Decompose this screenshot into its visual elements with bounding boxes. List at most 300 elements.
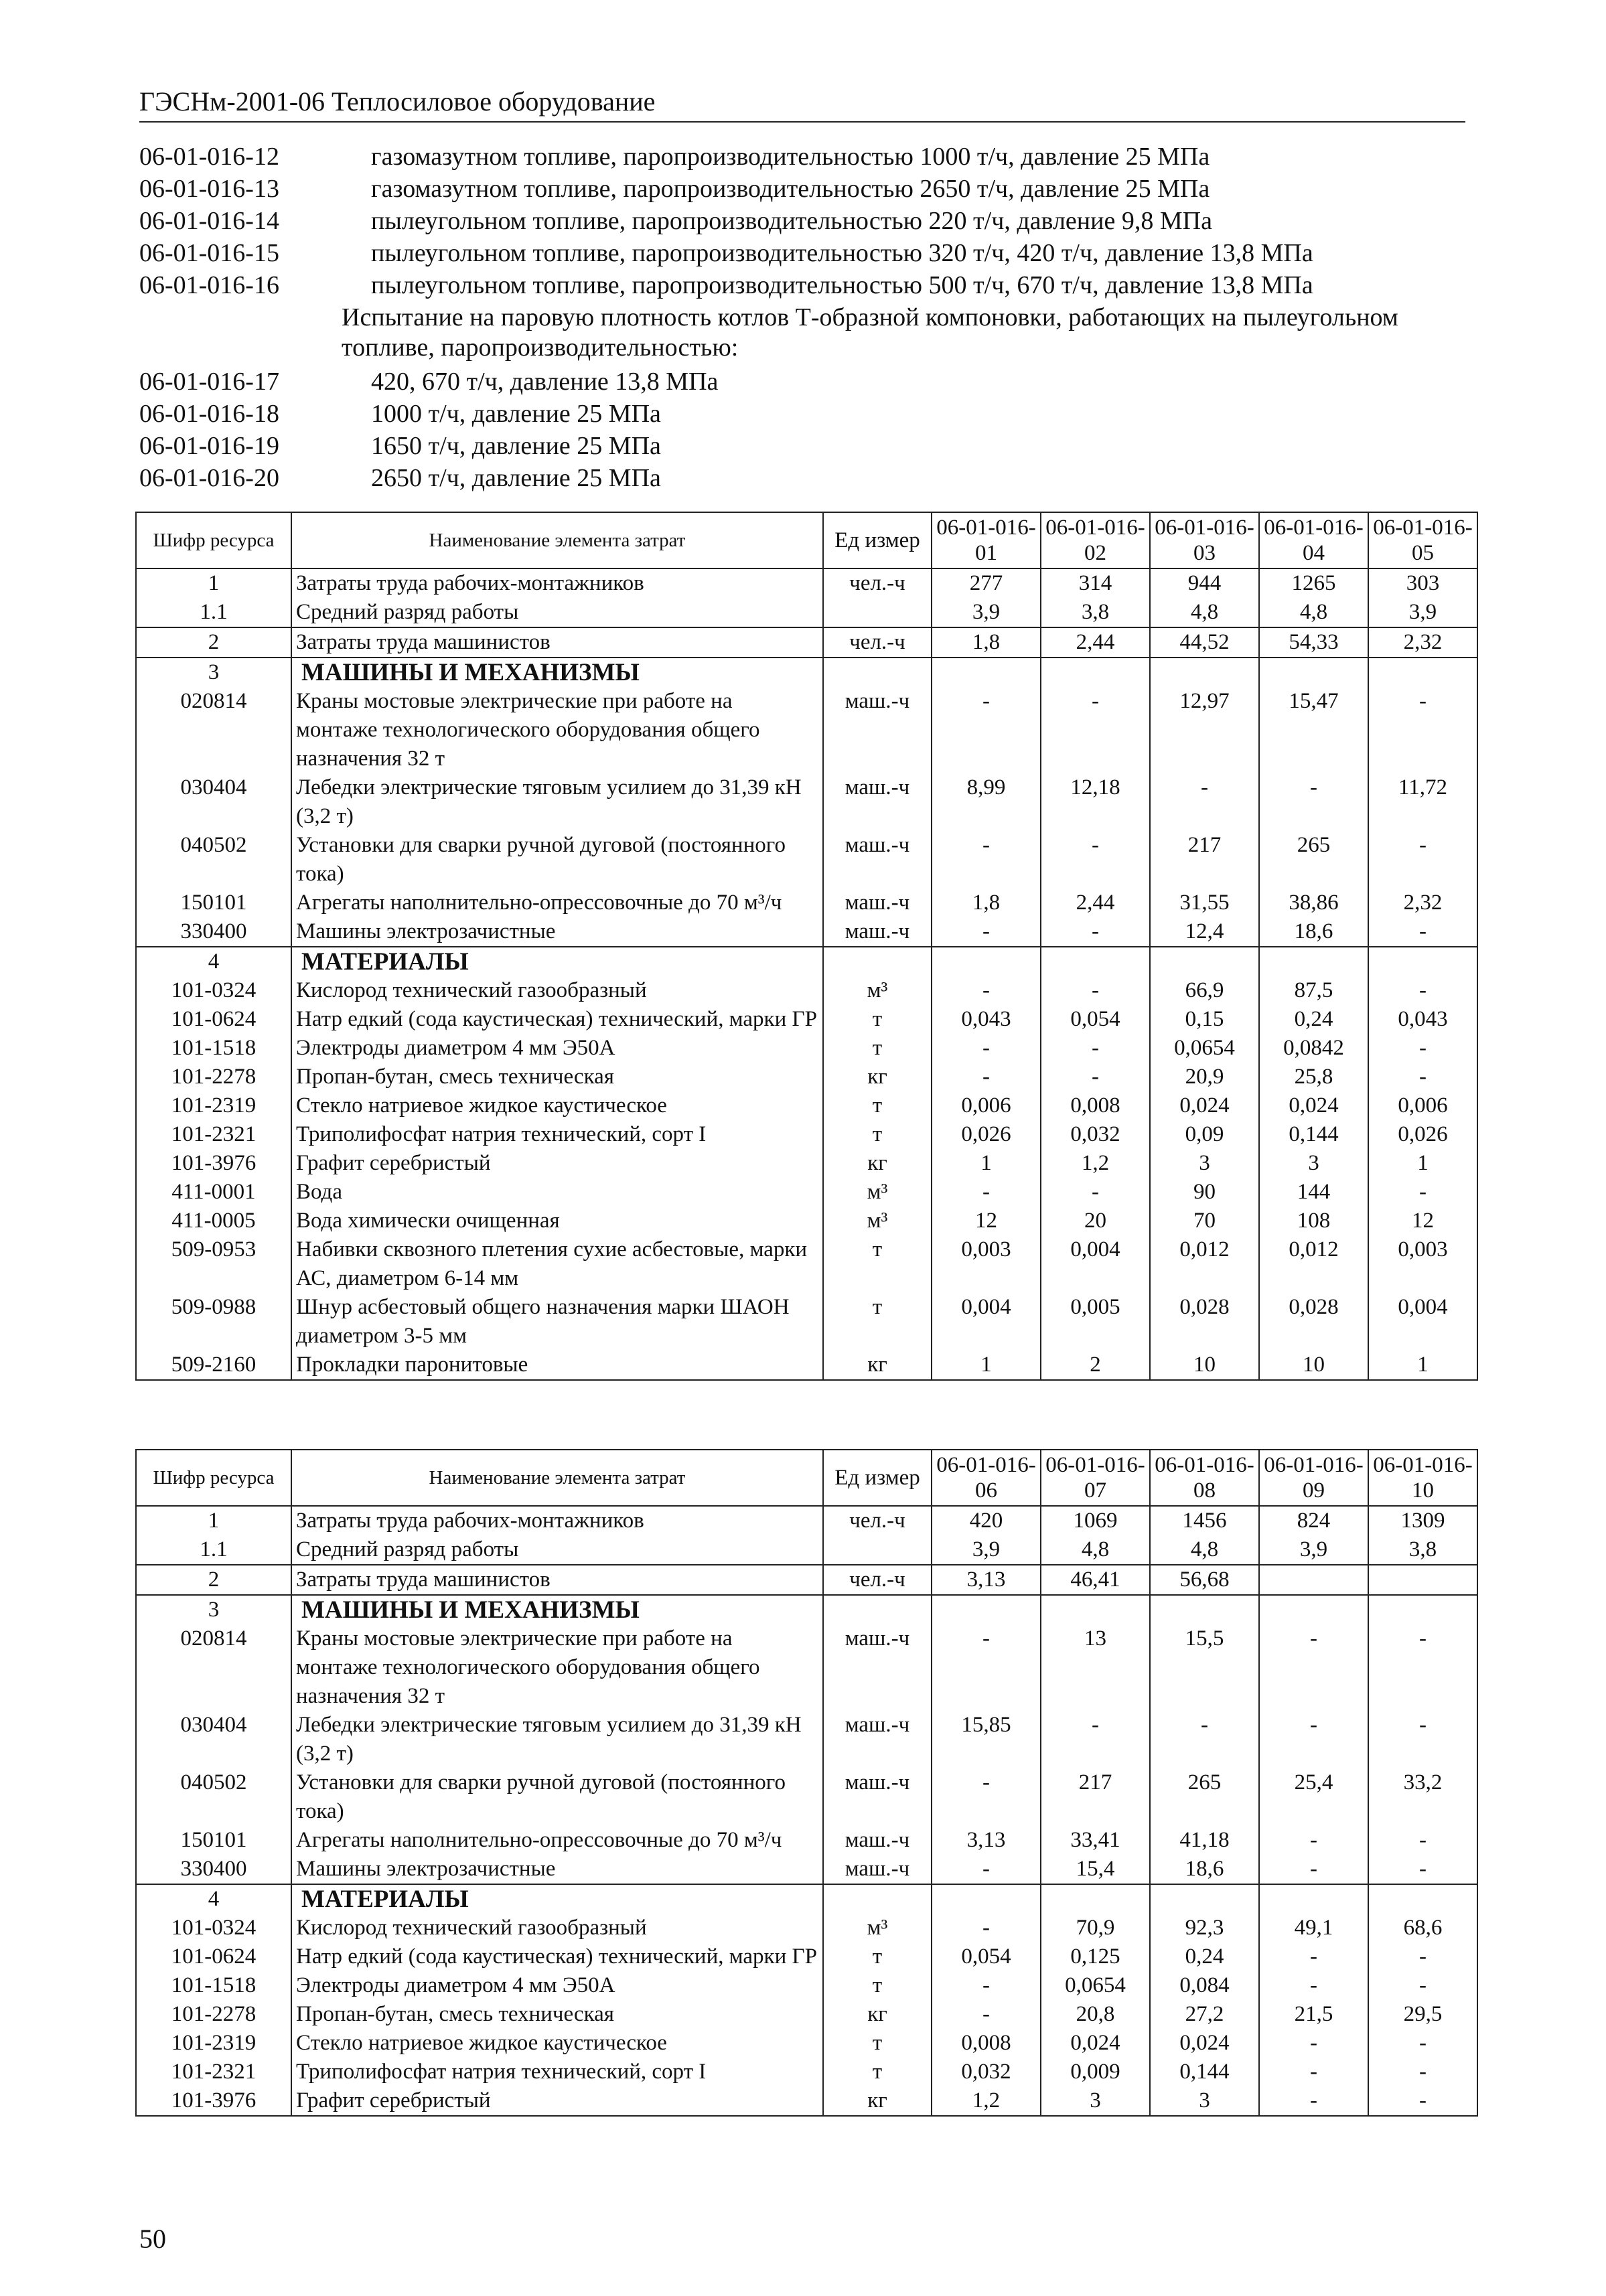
value-cell: 31,55 — [1150, 889, 1259, 917]
value-cell: - — [932, 1855, 1041, 1884]
value-cell: - — [1368, 1063, 1477, 1091]
value-cell: 3 — [1150, 2086, 1259, 2116]
value-cell: 3 — [1041, 2086, 1150, 2116]
value-cell: 1,2 — [1041, 1149, 1150, 1178]
value-cell: 90 — [1150, 1178, 1259, 1207]
resource-code: 3 — [136, 658, 291, 687]
value-cell: - — [932, 976, 1041, 1005]
value-cell — [1259, 1595, 1368, 1624]
table-row — [136, 1034, 1477, 1063]
table-row — [136, 598, 1477, 627]
value-cell: - — [1368, 1855, 1477, 1884]
value-cell: - — [932, 1178, 1041, 1207]
cost-item-name: Электроды диаметром 4 мм Э50А — [291, 1034, 823, 1063]
value-cell: 0,009 — [1041, 2058, 1150, 2086]
resource-code: 4 — [136, 1884, 291, 1914]
unit-cell: чел.-ч — [823, 1506, 932, 1535]
cost-item-name: Вода — [291, 1178, 823, 1207]
resource-code: 150101 — [136, 889, 291, 917]
table-row — [136, 773, 1477, 831]
value-cell — [1259, 658, 1368, 687]
cost-item-name: Графит серебристый — [291, 2086, 823, 2116]
cost-item-name: Стекло натриевое жидкое каустическое — [291, 2029, 823, 2058]
value-cell: - — [1368, 1711, 1477, 1768]
unit-cell: т — [823, 1293, 932, 1351]
value-cell: 3 — [1259, 1149, 1368, 1178]
value-cell: 54,33 — [1259, 627, 1368, 658]
value-cell: 0,24 — [1259, 1005, 1368, 1034]
value-cell: - — [1259, 2029, 1368, 2058]
value-cell: 92,3 — [1150, 1914, 1259, 1942]
value-cell: - — [1041, 1063, 1150, 1091]
unit-cell: маш.-ч — [823, 1855, 932, 1884]
resource-code: 4 — [136, 947, 291, 976]
table-row — [136, 1711, 1477, 1768]
value-cell — [1368, 947, 1477, 976]
value-cell: 3,9 — [1368, 598, 1477, 627]
value-cell: 265 — [1150, 1768, 1259, 1826]
cost-item-name: Агрегаты наполнительно-опрессовочные до 70 м³/ч — [291, 889, 823, 917]
cost-item-name: Установки для сварки ручной дуговой (постоянного тока) — [291, 1768, 823, 1826]
item-description: пылеугольном топливе, паропроизводительностью 500 т/ч, 670 т/ч, давление 13,8 МПа — [371, 271, 1313, 299]
value-cell: 0,006 — [1368, 1091, 1477, 1120]
value-cell: - — [1041, 1711, 1150, 1768]
table-row — [136, 1768, 1477, 1826]
item-description: газомазутном топливе, паропроизводительностью 2650 т/ч, давление 25 МПа — [371, 175, 1210, 203]
value-cell: 12,4 — [1150, 917, 1259, 947]
table-row — [136, 1506, 1477, 1535]
value-cell: - — [932, 1624, 1041, 1711]
resource-code: 1.1 — [136, 1535, 291, 1565]
value-cell — [1368, 658, 1477, 687]
value-cell: 0,054 — [932, 1942, 1041, 1971]
value-cell: 1,8 — [932, 627, 1041, 658]
value-cell: 0,026 — [1368, 1120, 1477, 1149]
value-cell: 144 — [1259, 1178, 1368, 1207]
item-description: 1650 т/ч, давление 25 МПа — [371, 432, 661, 460]
resource-code: 150101 — [136, 1826, 291, 1855]
unit-cell — [823, 1595, 932, 1624]
value-cell: - — [1368, 1178, 1477, 1207]
value-cell: 8,99 — [932, 773, 1041, 831]
column-header-value: 06-01-016-07 — [1041, 1450, 1150, 1506]
unit-cell: чел.-ч — [823, 627, 932, 658]
cost-item-name: Затраты труда машинистов — [291, 627, 823, 658]
value-cell: - — [1259, 1942, 1368, 1971]
cost-item-name: Машины электрозачистные — [291, 917, 823, 947]
value-cell: - — [932, 831, 1041, 889]
value-cell: 12,97 — [1150, 687, 1259, 773]
value-cell: 0,012 — [1259, 1235, 1368, 1293]
value-cell: - — [1368, 1826, 1477, 1855]
value-cell — [1041, 658, 1150, 687]
value-cell: 2,44 — [1041, 627, 1150, 658]
value-cell: - — [932, 2000, 1041, 2029]
cost-item-name: Пропан-бутан, смесь техническая — [291, 1063, 823, 1091]
item-code: 06-01-016-13 — [139, 175, 279, 203]
unit-cell: т — [823, 1005, 932, 1034]
value-cell: 3,8 — [1368, 1535, 1477, 1565]
table-row — [136, 2058, 1477, 2086]
value-cell: 0,024 — [1150, 2029, 1259, 2058]
table-row — [136, 2086, 1477, 2116]
value-cell: 217 — [1041, 1768, 1150, 1826]
page-number: 50 — [139, 2224, 166, 2254]
table-row — [136, 627, 1477, 658]
page-header: ГЭСНм-2001-06 Теплосиловое оборудование — [139, 86, 1465, 123]
value-cell: - — [1368, 1942, 1477, 1971]
cost-item-name: Триполифосфат натрия технический, сорт I — [291, 2058, 823, 2086]
table-row — [136, 1971, 1477, 2000]
value-cell: - — [1259, 773, 1368, 831]
value-cell: - — [1150, 773, 1259, 831]
value-cell: - — [1368, 2086, 1477, 2116]
list-item — [139, 269, 1479, 301]
value-cell: 21,5 — [1259, 2000, 1368, 2029]
value-cell: - — [1368, 917, 1477, 947]
value-cell: - — [1259, 1971, 1368, 2000]
resource-code: 040502 — [136, 1768, 291, 1826]
list-item — [139, 398, 1479, 430]
value-cell: - — [1259, 1826, 1368, 1855]
value-cell: 3,13 — [932, 1565, 1041, 1595]
item-description: пылеугольном топливе, паропроизводительностью 320 т/ч, 420 т/ч, давление 13,8 МПа — [371, 239, 1313, 267]
unit-cell: маш.-ч — [823, 1624, 932, 1711]
unit-cell: кг — [823, 2086, 932, 2116]
value-cell: 2,32 — [1368, 627, 1477, 658]
value-cell: 0,024 — [1259, 1091, 1368, 1120]
value-cell: - — [1259, 1624, 1368, 1711]
value-cell: - — [1259, 2058, 1368, 2086]
resource-code: 509-0988 — [136, 1293, 291, 1351]
list-item — [139, 462, 1479, 494]
resource-code: 020814 — [136, 1624, 291, 1711]
table-row — [136, 687, 1477, 773]
value-cell: 18,6 — [1259, 917, 1368, 947]
value-cell: 420 — [932, 1506, 1041, 1535]
list-item — [139, 141, 1479, 173]
value-cell: 0,008 — [1041, 1091, 1150, 1120]
resource-code: 2 — [136, 1565, 291, 1595]
cost-item-name: Затраты труда рабочих-монтажников — [291, 568, 823, 598]
unit-cell: кг — [823, 1149, 932, 1178]
value-cell: 20,8 — [1041, 2000, 1150, 2029]
value-cell: - — [1368, 2029, 1477, 2058]
value-cell: - — [932, 687, 1041, 773]
value-cell: - — [932, 1034, 1041, 1063]
value-cell: - — [932, 1971, 1041, 2000]
resource-code: 101-2319 — [136, 1091, 291, 1120]
cost-item-name: Затраты труда машинистов — [291, 1565, 823, 1595]
unit-cell — [823, 1535, 932, 1565]
cost-item-name: Краны мостовые электрические при работе на монтаже технологического оборудования общего назначения 32 т — [291, 687, 823, 773]
unit-cell: маш.-ч — [823, 831, 932, 889]
value-cell — [1041, 1884, 1150, 1914]
cost-item-name: Шнур асбестовый общего назначения марки ШАОН диаметром 3-5 мм — [291, 1293, 823, 1351]
column-header-value: 06-01-016-05 — [1368, 512, 1477, 568]
table-row — [136, 2000, 1477, 2029]
value-cell: 15,4 — [1041, 1855, 1150, 1884]
table-row — [136, 1351, 1477, 1380]
table-row — [136, 1091, 1477, 1120]
resource-code: 101-3976 — [136, 1149, 291, 1178]
value-cell: 56,68 — [1150, 1565, 1259, 1595]
value-cell: 4,8 — [1150, 1535, 1259, 1565]
value-cell: - — [1041, 831, 1150, 889]
value-cell: - — [1041, 687, 1150, 773]
cost-item-name: Машины электрозачистные — [291, 1855, 823, 1884]
value-cell: 0,24 — [1150, 1942, 1259, 1971]
resource-code: 101-2319 — [136, 2029, 291, 2058]
value-cell: 0,0654 — [1150, 1034, 1259, 1063]
table-row — [136, 1120, 1477, 1149]
section-title: МАШИНЫ И МЕХАНИЗМЫ — [291, 658, 823, 687]
value-cell: 0,008 — [932, 2029, 1041, 2058]
value-cell: 0,024 — [1150, 1091, 1259, 1120]
item-list — [139, 141, 1479, 494]
table-row — [136, 1914, 1477, 1942]
resource-table-1 — [135, 512, 1478, 1381]
item-code: 06-01-016-20 — [139, 464, 279, 492]
column-header-code: Шифр ресурса — [136, 512, 291, 568]
cost-item-name: Натр едкий (сода каустическая) технический, марки ГР — [291, 1005, 823, 1034]
cost-item-name: Графит серебристый — [291, 1149, 823, 1178]
value-cell: 2,44 — [1041, 889, 1150, 917]
table-row — [136, 1855, 1477, 1884]
column-header-value: 06-01-016-01 — [932, 512, 1041, 568]
value-cell: 66,9 — [1150, 976, 1259, 1005]
value-cell: - — [1368, 2058, 1477, 2086]
value-cell: 0,028 — [1259, 1293, 1368, 1351]
value-cell — [932, 1595, 1041, 1624]
value-cell: 0,024 — [1041, 2029, 1150, 2058]
column-header-unit: Ед измер — [823, 1450, 932, 1506]
value-cell: 1 — [932, 1351, 1041, 1380]
unit-cell: чел.-ч — [823, 568, 932, 598]
value-cell — [1259, 1565, 1368, 1595]
value-cell: 33,2 — [1368, 1768, 1477, 1826]
unit-cell — [823, 1884, 932, 1914]
value-cell: 265 — [1259, 831, 1368, 889]
column-header-code: Шифр ресурса — [136, 1450, 291, 1506]
value-cell: - — [1368, 1624, 1477, 1711]
item-description: газомазутном топливе, паропроизводительностью 1000 т/ч, давление 25 МПа — [371, 143, 1210, 171]
value-cell: 217 — [1150, 831, 1259, 889]
resource-code: 020814 — [136, 687, 291, 773]
value-cell: 0,006 — [932, 1091, 1041, 1120]
value-cell — [1150, 947, 1259, 976]
table-row — [136, 1235, 1477, 1293]
unit-cell: м³ — [823, 1914, 932, 1942]
value-cell — [1259, 947, 1368, 976]
unit-cell: чел.-ч — [823, 1565, 932, 1595]
cost-item-name: Средний разряд работы — [291, 1535, 823, 1565]
column-header-name: Наименование элемента затрат — [291, 1450, 823, 1506]
resource-code: 101-2321 — [136, 1120, 291, 1149]
value-cell: 12,18 — [1041, 773, 1150, 831]
item-code: 06-01-016-12 — [139, 143, 279, 171]
value-cell: 70,9 — [1041, 1914, 1150, 1942]
value-cell: 20 — [1041, 1207, 1150, 1235]
cost-item-name: Установки для сварки ручной дуговой (постоянного тока) — [291, 831, 823, 889]
resource-code: 3 — [136, 1595, 291, 1624]
table-row — [136, 568, 1477, 598]
value-cell: 27,2 — [1150, 2000, 1259, 2029]
resource-table-2 — [135, 1449, 1478, 2117]
column-header-value: 06-01-016-10 — [1368, 1450, 1477, 1506]
value-cell: 0,003 — [932, 1235, 1041, 1293]
cost-item-name: Лебедки электрические тяговым усилием до 31,39 кН (3,2 т) — [291, 1711, 823, 1768]
group-note: Испытание на паровую плотность котлов Т-образной компоновки, работающих на пылеугольном топливе, паропроизводительностью: — [342, 303, 1398, 362]
value-cell: 824 — [1259, 1506, 1368, 1535]
resource-code: 101-1518 — [136, 1971, 291, 2000]
item-description: 1000 т/ч, давление 25 МПа — [371, 400, 661, 428]
table-row — [136, 831, 1477, 889]
value-cell: 1,2 — [932, 2086, 1041, 2116]
cost-item-name: Набивки сквозного плетения сухие асбестовые, марки АС, диаметром 6-14 мм — [291, 1235, 823, 1293]
column-header-value: 06-01-016-06 — [932, 1450, 1041, 1506]
value-cell: 12 — [1368, 1207, 1477, 1235]
unit-cell: маш.-ч — [823, 1826, 932, 1855]
value-cell — [1368, 1595, 1477, 1624]
column-header-value: 06-01-016-03 — [1150, 512, 1259, 568]
unit-cell: маш.-ч — [823, 1711, 932, 1768]
unit-cell: маш.-ч — [823, 889, 932, 917]
value-cell: 46,41 — [1041, 1565, 1150, 1595]
value-cell: - — [1259, 1711, 1368, 1768]
unit-cell: т — [823, 1034, 932, 1063]
cost-item-name: Натр едкий (сода каустическая) технический, марки ГР — [291, 1942, 823, 1971]
value-cell: 0,125 — [1041, 1942, 1150, 1971]
value-cell: 33,41 — [1041, 1826, 1150, 1855]
unit-cell — [823, 598, 932, 627]
unit-cell: т — [823, 2029, 932, 2058]
value-cell: 2,32 — [1368, 889, 1477, 917]
value-cell: 18,6 — [1150, 1855, 1259, 1884]
value-cell — [932, 1884, 1041, 1914]
value-cell — [1150, 658, 1259, 687]
value-cell: 0,0654 — [1041, 1971, 1150, 2000]
value-cell: 38,86 — [1259, 889, 1368, 917]
value-cell: 11,72 — [1368, 773, 1477, 831]
value-cell: 0,084 — [1150, 1971, 1259, 2000]
unit-cell: маш.-ч — [823, 917, 932, 947]
value-cell: 1265 — [1259, 568, 1368, 598]
resource-code: 1.1 — [136, 598, 291, 627]
section-title: МАТЕРИАЛЫ — [291, 1884, 823, 1914]
unit-cell: кг — [823, 1351, 932, 1380]
cost-item-name: Пропан-бутан, смесь техническая — [291, 2000, 823, 2029]
value-cell: 1309 — [1368, 1506, 1477, 1535]
value-cell: 303 — [1368, 568, 1477, 598]
resource-code: 1 — [136, 1506, 291, 1535]
value-cell: 1 — [932, 1149, 1041, 1178]
cost-item-name: Электроды диаметром 4 мм Э50А — [291, 1971, 823, 2000]
value-cell — [1150, 1595, 1259, 1624]
item-description: пылеугольном топливе, паропроизводительностью 220 т/ч, давление 9,8 МПа — [371, 207, 1212, 235]
list-item — [139, 430, 1479, 462]
resource-code: 101-2278 — [136, 1063, 291, 1091]
value-cell: 3,9 — [932, 598, 1041, 627]
section-title: МАШИНЫ И МЕХАНИЗМЫ — [291, 1595, 823, 1624]
value-cell — [1150, 1884, 1259, 1914]
column-header-value: 06-01-016-04 — [1259, 512, 1368, 568]
value-cell: 20,9 — [1150, 1063, 1259, 1091]
value-cell: 4,8 — [1041, 1535, 1150, 1565]
value-cell: 49,1 — [1259, 1914, 1368, 1942]
value-cell: 68,6 — [1368, 1914, 1477, 1942]
item-code: 06-01-016-18 — [139, 400, 279, 428]
value-cell: - — [1368, 1971, 1477, 2000]
unit-cell: м³ — [823, 976, 932, 1005]
unit-cell — [823, 658, 932, 687]
value-cell: 0,026 — [932, 1120, 1041, 1149]
value-cell: - — [1150, 1711, 1259, 1768]
value-cell: 0,032 — [1041, 1120, 1150, 1149]
column-header-value: 06-01-016-02 — [1041, 512, 1150, 568]
section-row — [136, 1595, 1477, 1624]
value-cell: 0,043 — [1368, 1005, 1477, 1034]
value-cell: - — [1259, 1855, 1368, 1884]
section-title: МАТЕРИАЛЫ — [291, 947, 823, 976]
value-cell: 15,47 — [1259, 687, 1368, 773]
value-cell: 0,15 — [1150, 1005, 1259, 1034]
column-header-value: 06-01-016-08 — [1150, 1450, 1259, 1506]
value-cell: 1456 — [1150, 1506, 1259, 1535]
value-cell: 0,004 — [932, 1293, 1041, 1351]
value-cell: 944 — [1150, 568, 1259, 598]
item-description: 420, 670 т/ч, давление 13,8 МПа — [371, 368, 719, 396]
value-cell: 3,9 — [1259, 1535, 1368, 1565]
section-row — [136, 1884, 1477, 1914]
table-row — [136, 1178, 1477, 1207]
resource-code: 101-3976 — [136, 2086, 291, 2116]
cost-item-name: Средний разряд работы — [291, 598, 823, 627]
resource-code: 101-0324 — [136, 976, 291, 1005]
value-cell: 1069 — [1041, 1506, 1150, 1535]
value-cell: - — [932, 917, 1041, 947]
table-row — [136, 917, 1477, 947]
value-cell — [932, 658, 1041, 687]
unit-cell: т — [823, 1120, 932, 1149]
resource-code: 101-0324 — [136, 1914, 291, 1942]
value-cell: 87,5 — [1259, 976, 1368, 1005]
resource-code: 330400 — [136, 917, 291, 947]
resource-code: 030404 — [136, 1711, 291, 1768]
value-cell: 44,52 — [1150, 627, 1259, 658]
unit-cell: м³ — [823, 1207, 932, 1235]
cost-item-name: Лебедки электрические тяговым усилием до 31,39 кН (3,2 т) — [291, 773, 823, 831]
table-row — [136, 2029, 1477, 2058]
resource-code: 030404 — [136, 773, 291, 831]
unit-cell: т — [823, 2058, 932, 2086]
table-row — [136, 976, 1477, 1005]
value-cell — [1041, 947, 1150, 976]
value-cell — [1259, 1884, 1368, 1914]
resource-code: 101-0624 — [136, 1942, 291, 1971]
resource-code: 509-2160 — [136, 1351, 291, 1380]
item-code: 06-01-016-17 — [139, 368, 279, 396]
table-row — [136, 1826, 1477, 1855]
value-cell: 12 — [932, 1207, 1041, 1235]
value-cell: 0,054 — [1041, 1005, 1150, 1034]
unit-cell: кг — [823, 2000, 932, 2029]
table-row — [136, 1063, 1477, 1091]
cost-item-name: Кислород технический газообразный — [291, 1914, 823, 1942]
cost-item-name: Кислород технический газообразный — [291, 976, 823, 1005]
value-cell: - — [1041, 976, 1150, 1005]
value-cell: 10 — [1150, 1351, 1259, 1380]
